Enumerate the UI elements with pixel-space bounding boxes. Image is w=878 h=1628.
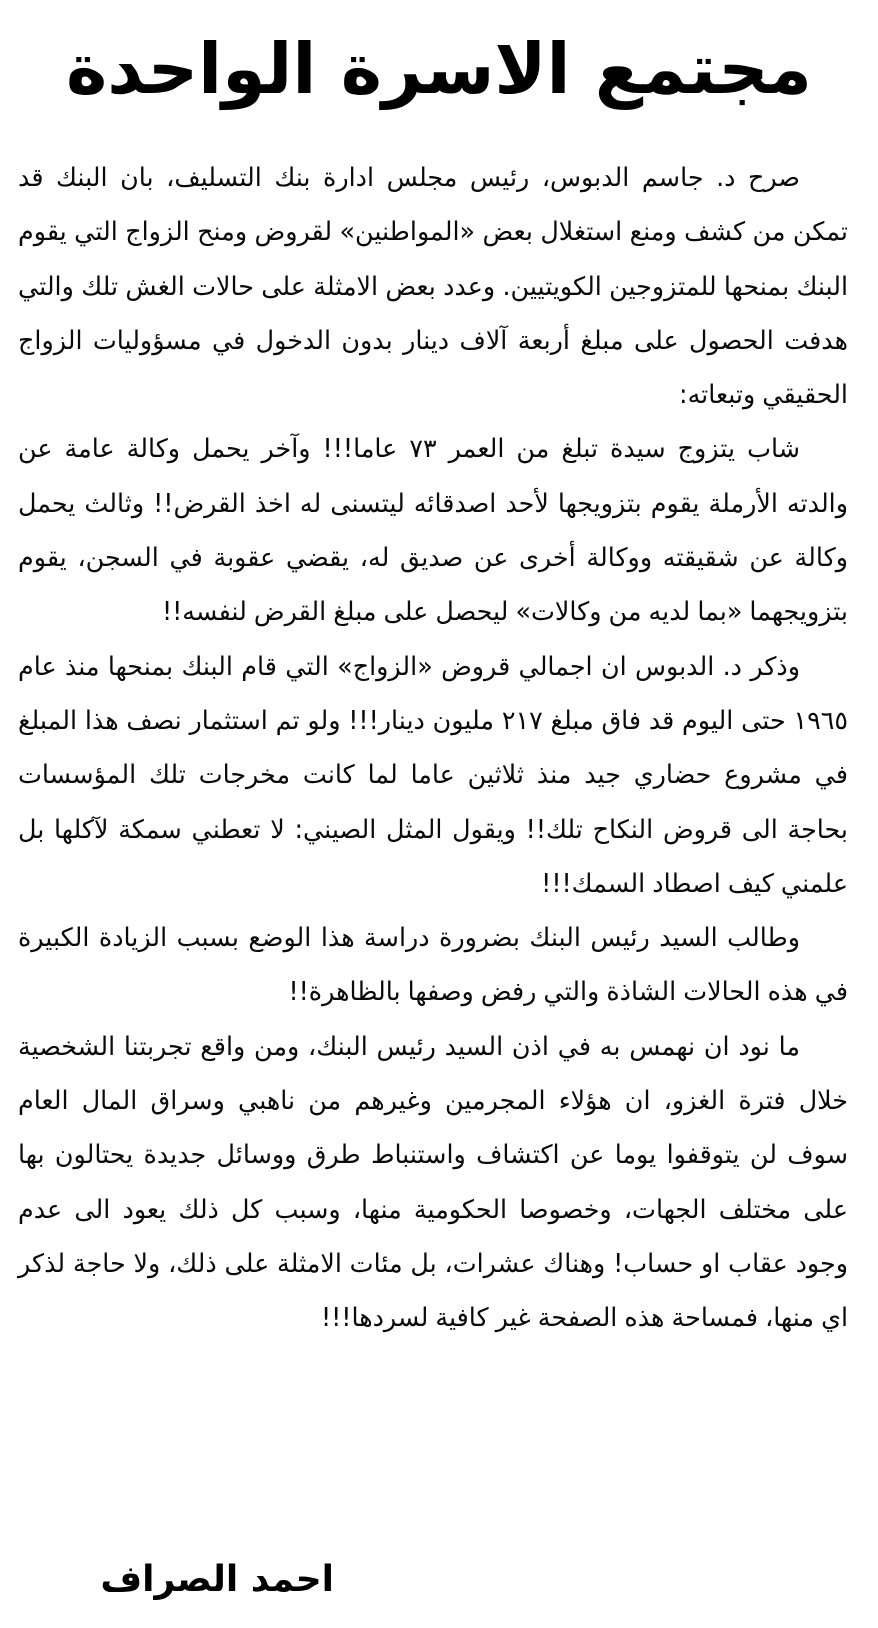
- article-paragraph: وطالب السيد رئيس البنك بضرورة دراسة هذا الوضع بسبب الزيادة الكبيرة في هذه الحالات الشاذة والتي رفض وصفها بالظاهرة!!: [18, 922, 848, 1007]
- article-paragraph: وذكر د. الدبوس ان اجمالي قروض «الزواج» التي قام البنك بمنحها منذ عام ١٩٦٥ حتى اليوم قد فاق مبلغ ٢١٧ مليون دينار!!! ولو تم استثمار نصف هذا المبلغ في مشروع حضاري جيد منذ ثلاثين عاما لما كانت مخرجات تلك المؤسسات بحاجة الى قروض النكاح تلك!! ويقول المثل الصيني: لا تعطني سمكة لآكلها بل علمني كيف اصطاد السمك!!!: [18, 650, 848, 898]
- author-byline: احمد الصراف: [100, 1559, 334, 1600]
- article-paragraph: صرح د. جاسم الدبوس، رئيس مجلس ادارة بنك التسليف، بان البنك قد تمكن من كشف ومنع استغلال بعض «المواطنين» لقروض ومنح الزواج التي يقوم البنك بمنحها للمتزوجين الكويتيين. وعدد بعض الامثلة على حالات الغش تلك والتي هدفت الحصول على مبلغ أربعة آلاف دينار بدون الدخول في مسؤوليات الزواج الحقيقي وتبعاته:: [18, 162, 848, 410]
- article-body: [18, 150, 848, 1345]
- article-paragraph: ما نود ان نهمس به في اذن السيد رئيس البنك، ومن واقع تجربتنا الشخصية خلال فترة الغزو، ان هؤلاء المجرمين وغيرهم من ناهبي وسراق المال العام سوف لن يتوقفوا يوما عن اكتشاف واستنباط طرق ووسائل جديدة يحتالون بها على مختلف الجهات، وخصوصا الحكومية منها، وسبب كل ذلك يعود الى عدم وجود عقاب او حساب! وهناك عشرات، بل مئات الامثلة على ذلك، ولا حاجة لذكر اي منها، فمساحة هذه الصفحة غير كافية لسردها!!!: [18, 1030, 848, 1333]
- article-title: مجتمع الاسرة الواحدة: [65, 28, 813, 110]
- article-paragraph: شاب يتزوج سيدة تبلغ من العمر ٧٣ عاما!!! وآخر يحمل وكالة عامة عن والدته الأرملة يقوم بتزويجها لأحد اصدقائه ليتسنى له اخذ القرض!! وثالث يحمل وكالة عن شقيقته ووكالة أخرى عن صديق له، يقضي عقوبة في السجن، يقوم بتزويجهما «بما لديه من وكالات» ليحصل على مبلغ القرض لنفسه!!: [18, 433, 848, 627]
